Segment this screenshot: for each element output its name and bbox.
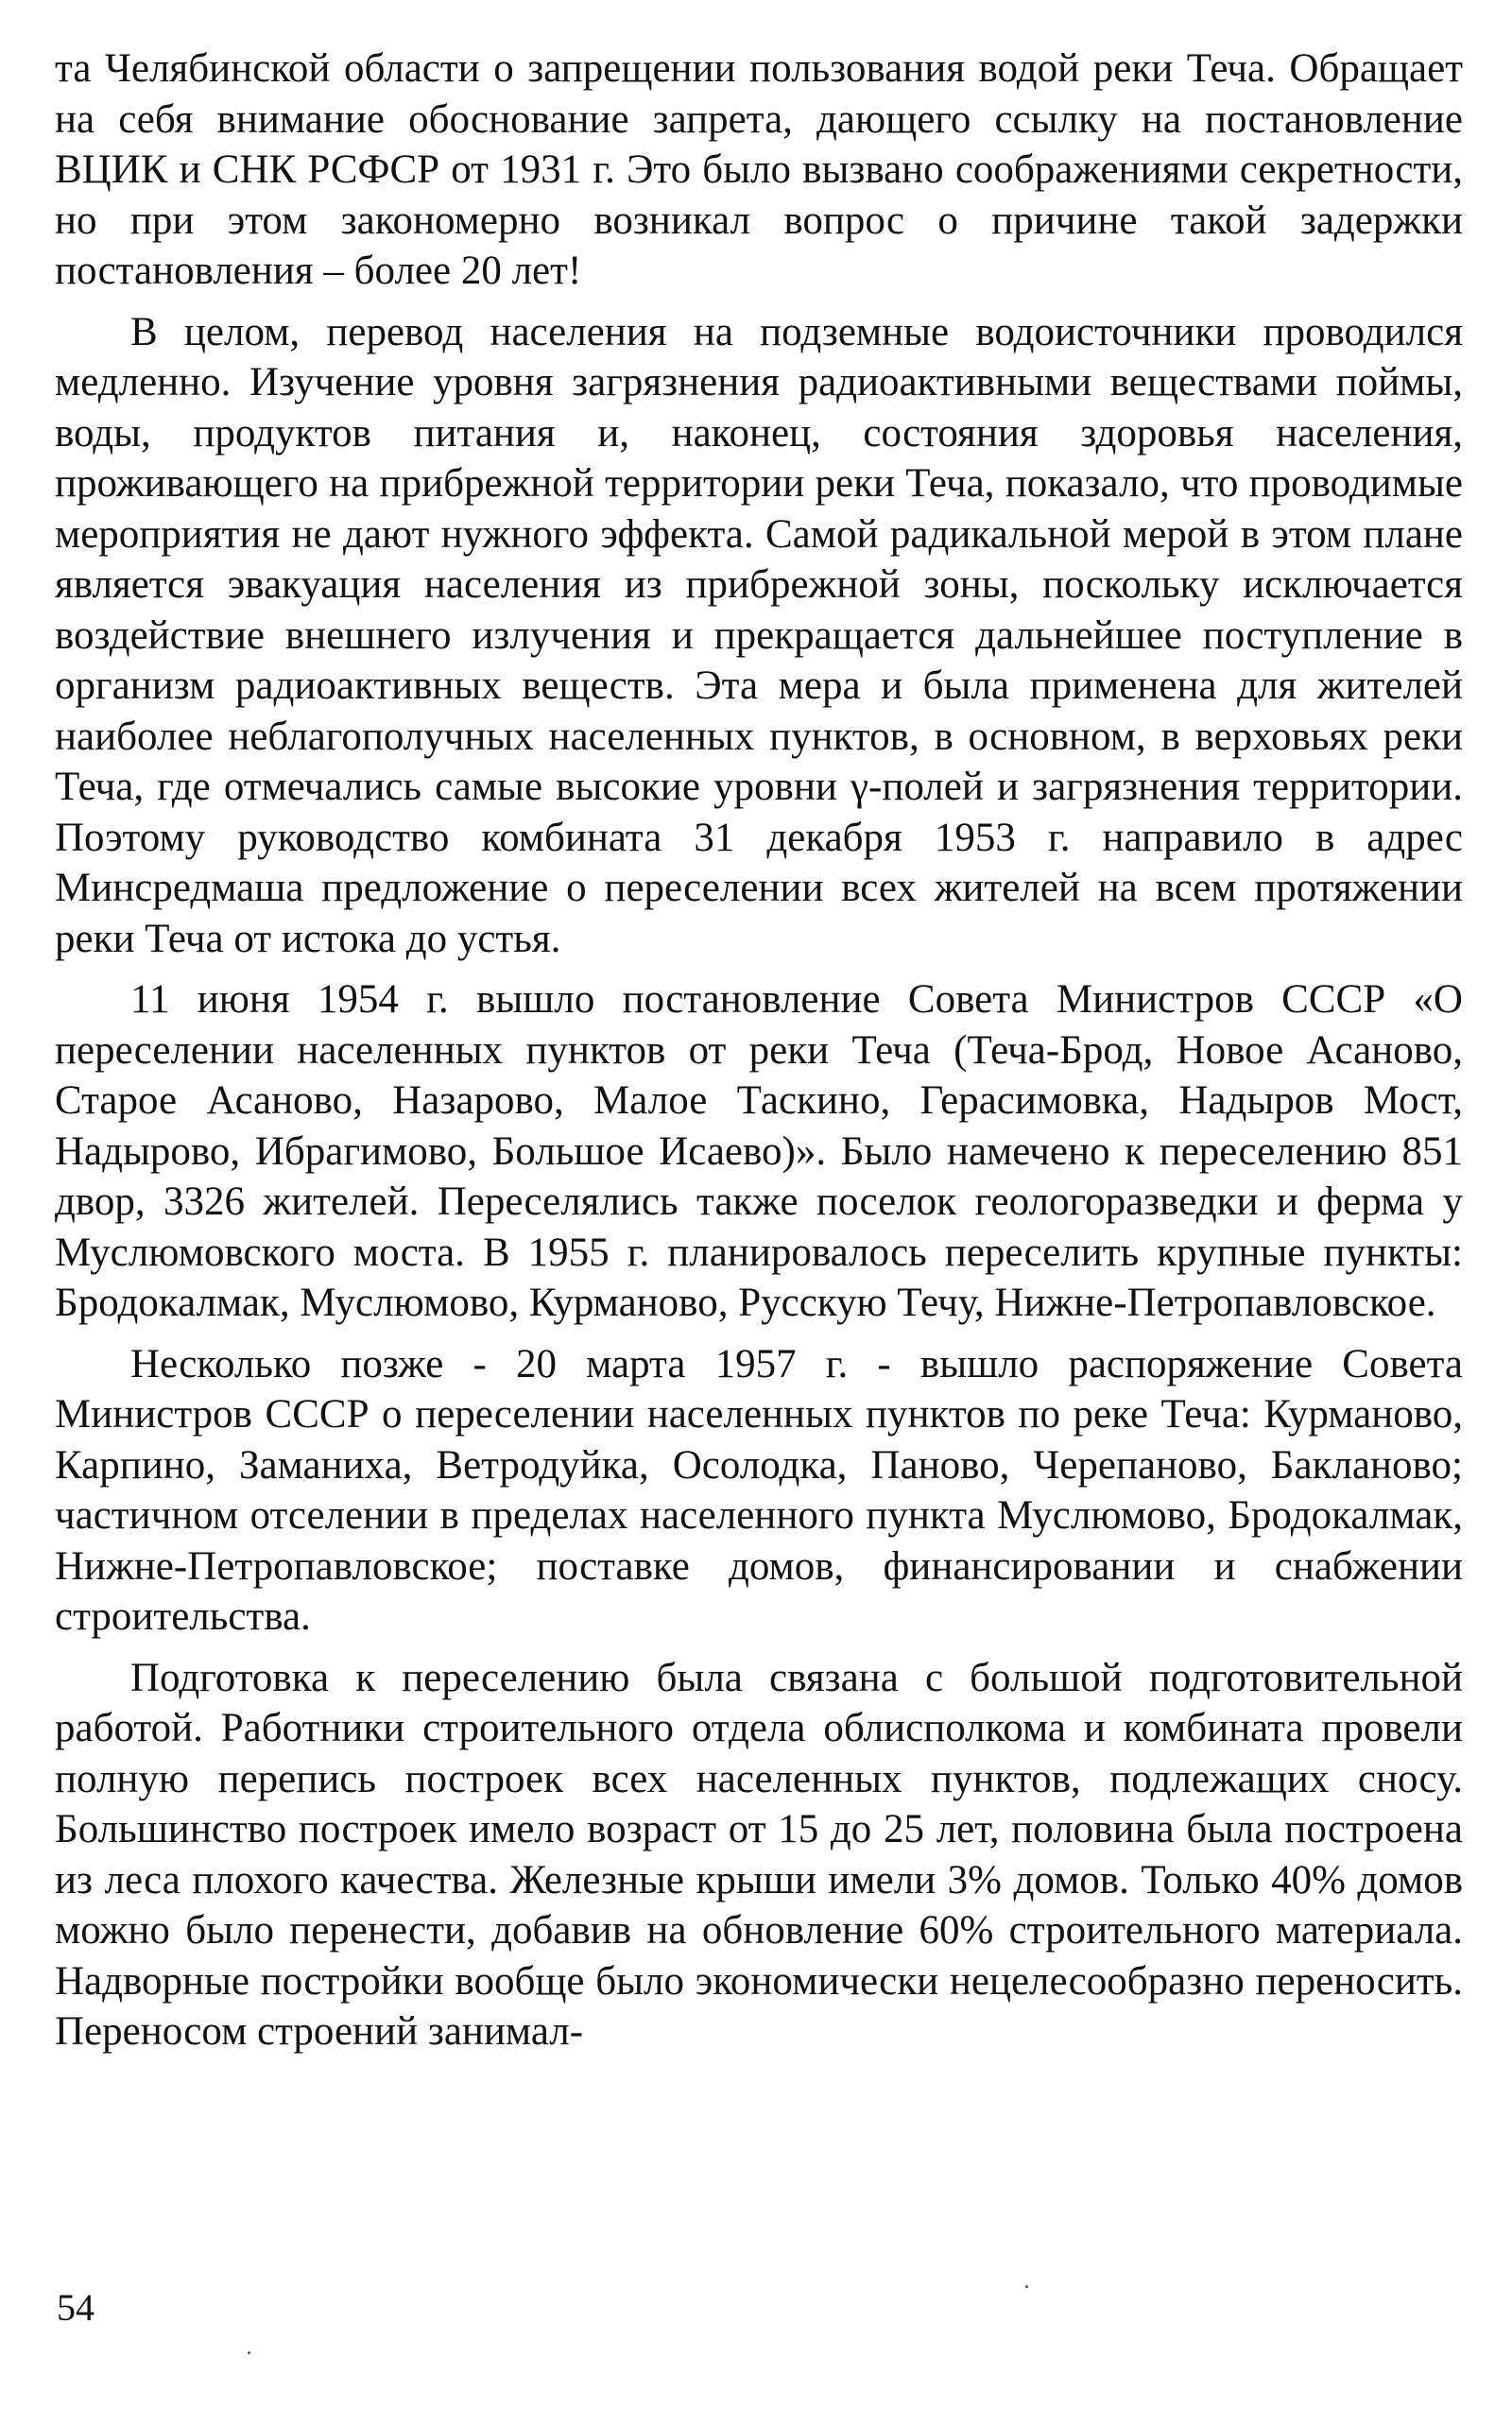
paragraph-preparation: Подготовка к переселению была связана с большой подготовительной работой. Работники строительного отдела облисполкома и комбината провели полную перепись построек всех населенных пунктов, подлежащих сносу. Большинство построек имело возраст от 15 до 25 лет, половина была построена из леса плохого качества. Железные крыши имели 3% домов. Только 40% домов можно было перенести, добавив на обновление 60% строительного материала. Надворные постройки вообще было экономически нецелесообразно переносить. Переносом строений занимал- xyxy=(55,1655,1463,2054)
scan-speck xyxy=(1025,2285,1028,2288)
paragraph-continuation: та Челябинской области о запрещении пользования водой реки Теча. Обращает на себя внимание обоснование запрета, дающего ссылку на постановление ВЦИК и СНК РСФСР от 1931 г. Это было вызвано соображениями секретности, но при этом закономерно возникал вопрос о причине такой задержки постановления – более 20 лет! xyxy=(55,46,1463,293)
page-number: 54 xyxy=(57,2286,94,2329)
page-body xyxy=(55,43,1463,2068)
scan-speck xyxy=(248,2351,250,2354)
paragraph-groundwater: В целом, перевод населения на подземные водоисточники проводился медленно. Изучение уровня загрязнения радиоактивными веществами поймы, воды, продуктов питания и, наконец, состояния здоровья населения, проживающего на прибрежной территории реки Теча, показало, что проводимые мероприятия не дают нужного эффекта. Самой радикальной мерой в этом плане является эвакуация населения из прибрежной зоны, поскольку исключается воздействие внешнего излучения и прекращается дальнейшее поступление в организм радиоактивных веществ. Эта мера и была применена для жителей наиболее неблагополучных населенных пунктов, в основном, в верховьях реки Теча, где отмечались самые высокие уровни γ-полей и загрязнения территории. Поэтому руководство комбината 31 декабря 1953 г. направило в адрес Минсредмаша предложение о переселении всех жителей на всем протяжении реки Теча от истока до устья. xyxy=(55,309,1463,961)
paragraph-resettlement-1957: Несколько позже - 20 марта 1957 г. - вышло распоряжение Совета Министров СССР о переселении населенных пунктов по реке Теча: Курманово, Карпино, Заманиха, Ветродуйка, Осолодка, Паново, Черепаново, Бакланово; частичном отселении в пределах населенного пункта Муслюмово, Бродокалмак, Нижне-Петропавловское; поставке домов, финансировании и снабжении строительства. xyxy=(55,1341,1463,1639)
paragraph-resettlement-1954: 11 июня 1954 г. вышло постановление Совета Министров СССР «О переселении населенных пунктов от реки Теча (Теча-Брод, Новое Асаново, Старое Асаново, Назарово, Малое Таскино, Герасимовка, Надыров Мост, Надырово, Ибрагимово, Большое Исаево)». Было намечено к переселению 851 двор, 3326 жителей. Переселялись также поселок геологоразведки и ферма у Муслюмовского моста. В 1955 г. планировалось переселить крупные пункты: Бродокалмак, Муслюмово, Курманово, Русскую Течу, Нижне-Петропавловское. xyxy=(55,977,1463,1325)
